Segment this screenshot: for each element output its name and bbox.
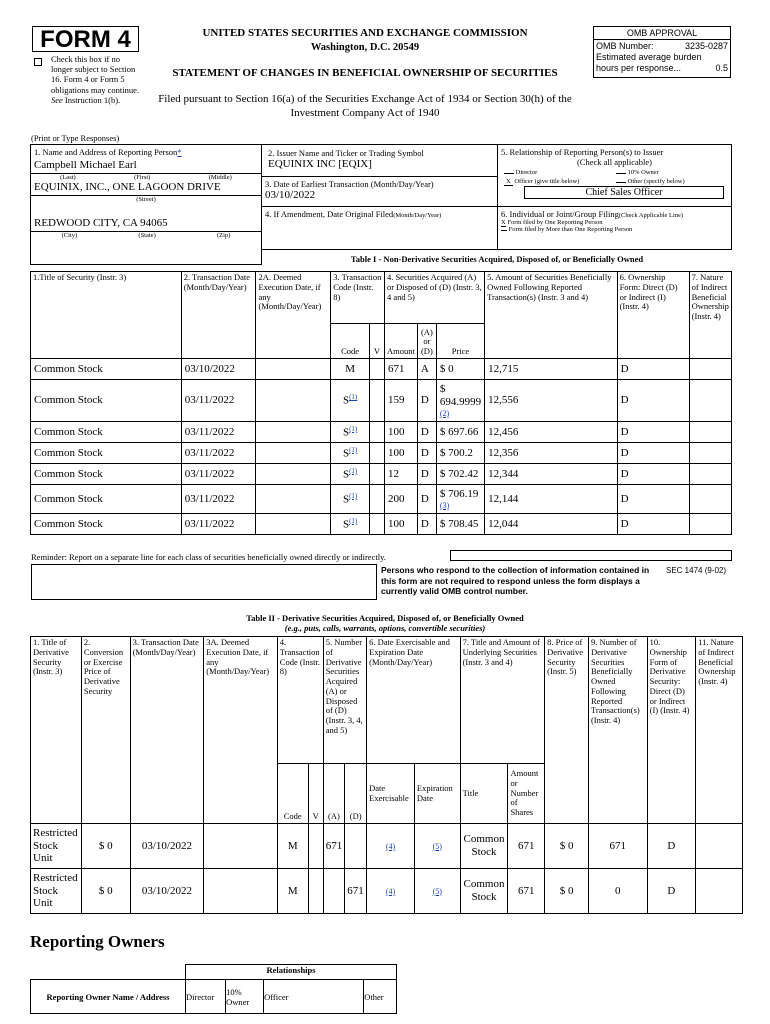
code-value: S xyxy=(342,426,350,439)
officer-title-box xyxy=(524,186,724,199)
zip-label: (Zip) xyxy=(216,232,231,239)
nature-ownership xyxy=(689,464,731,485)
date-exercisable[interactable] xyxy=(367,824,415,869)
print-type-note: (Print or Type Responses) xyxy=(31,133,120,143)
nature-ownership xyxy=(689,514,731,535)
deemed-date xyxy=(256,443,331,464)
price-value: $ 0 xyxy=(439,362,454,375)
transaction-date: 03/11/2022 xyxy=(181,422,256,443)
footnote-link[interactable]: (1) xyxy=(349,466,358,475)
reporting-owners-table xyxy=(30,964,397,1014)
t1-sub-price: Price xyxy=(436,324,484,359)
statement-title: STATEMENT OF CHANGES IN BENEFICIAL OWNERSHIP OF SECURITIES xyxy=(172,67,558,79)
t2-header-number: 5. Number of Derivative Securities Acquired (A) or Disposed of (D) (Instr. 3, 4, and 5) xyxy=(323,637,366,764)
t2-header-title: 1. Title of Derivative Security (Instr. 3) xyxy=(31,637,82,824)
more-person-option[interactable]: Form filed by More than One Reporting Person xyxy=(508,226,633,233)
acquired-disposed: D xyxy=(417,443,436,464)
t1-header-date: 2. Transaction Date (Month/Day/Year) xyxy=(181,272,256,359)
reporter-name: Campbell Michael Earl xyxy=(34,159,137,171)
v-flag xyxy=(308,869,323,914)
security-title: Common Stock xyxy=(31,380,182,422)
price xyxy=(436,359,484,380)
issuer-label: 2. Issuer Name and Ticker or Trading Symbol xyxy=(268,148,424,158)
other-header: Other xyxy=(364,980,397,1014)
t2-sub-exp: Expiration Date xyxy=(414,764,460,824)
issuer-value: EQUINIX INC [EQIX] xyxy=(268,158,372,170)
underlying-title: Common Stock xyxy=(460,824,508,869)
nature-ownership xyxy=(696,869,743,914)
relationship-sub: (Check all applicable) xyxy=(576,157,653,167)
owned-following: 12,356 xyxy=(485,443,617,464)
price xyxy=(436,443,484,464)
security-title: Common Stock xyxy=(31,464,182,485)
price-footnote-link[interactable]: (3) xyxy=(439,500,450,510)
transaction-code xyxy=(331,380,370,422)
t1-header-acquired: 4. Securities Acquired (A) or Disposed of (D) (Instr. 3, 4 and 5) xyxy=(384,272,484,324)
code-value: S xyxy=(342,447,350,460)
ownership-form: D xyxy=(647,824,696,869)
director-header: Director xyxy=(186,980,226,1014)
table1-title: Table I - Non-Derivative Securities Acquired, Disposed of, or Beneficially Owned xyxy=(350,254,644,264)
v-flag xyxy=(370,359,385,380)
issuer-section xyxy=(262,144,498,250)
owned-following: 12,456 xyxy=(485,422,617,443)
acquired-count xyxy=(323,869,345,914)
conversion-price: $ 0 xyxy=(81,824,130,869)
no-longer-subject-checkbox[interactable] xyxy=(34,58,42,66)
nature-ownership xyxy=(689,443,731,464)
expiration-date-link[interactable]: (5) xyxy=(432,886,442,896)
transaction-code: M xyxy=(277,824,308,869)
omb-hours-label: hours per response... xyxy=(596,63,682,73)
date-exercisable[interactable] xyxy=(367,869,415,914)
footnote-link[interactable]: (1) xyxy=(349,491,358,500)
security-title: Common Stock xyxy=(31,514,182,535)
reminder-text: Reminder: Report on a separate line for each class of securities beneficially owned directly or indirectly. xyxy=(31,552,386,562)
transaction-code xyxy=(331,422,370,443)
ten-pct-option[interactable]: 10% Owner xyxy=(627,169,659,176)
t1-header-code: 3. Transaction Code (Instr. 8) xyxy=(331,272,385,324)
disposed-count: 671 xyxy=(345,869,367,914)
acquired-disposed: D xyxy=(417,464,436,485)
price-value: $ 694.9999 xyxy=(439,383,482,408)
first-label: (First) xyxy=(134,174,151,181)
form-title: FORM 4 xyxy=(40,26,131,53)
code-value: S xyxy=(342,395,350,407)
ownership-form: D xyxy=(617,464,689,485)
acquired-count: 671 xyxy=(323,824,345,869)
expiration-date[interactable] xyxy=(414,824,460,869)
t2-header-underlying: 7. Title and Amount of Underlying Securities (Instr. 3 and 4) xyxy=(460,637,545,764)
t1-sub-v: V xyxy=(370,324,385,359)
owned-following: 671 xyxy=(588,824,647,869)
expiration-date[interactable] xyxy=(414,869,460,914)
amount: 159 xyxy=(384,380,417,422)
deemed-date xyxy=(256,359,331,380)
v-flag xyxy=(370,464,385,485)
ownership-form: D xyxy=(617,359,689,380)
t1-sub-code: Code xyxy=(331,324,370,359)
table2-title: Table II - Derivative Securities Acquired, Disposed of, or Beneficially Owned (e.g., puts, calls, warrants, options, convertible securities) xyxy=(246,613,524,634)
table-row xyxy=(31,464,732,485)
transaction-date: 03/10/2022 xyxy=(181,359,256,380)
ownership-form: D xyxy=(617,485,689,514)
state-label: (State) xyxy=(138,232,156,239)
ownership-form: D xyxy=(647,869,696,914)
agency-heading xyxy=(150,27,580,53)
transaction-code xyxy=(331,443,370,464)
price-footnote-link[interactable]: (2) xyxy=(439,408,450,418)
t2-sub-date-ex: Date Exercisable xyxy=(367,764,415,824)
t2-header-owned: 9. Number of Derivative Securities Beneficially Owned Following Reported Transaction(s) (Instr. 4) xyxy=(588,637,647,824)
omb-number: 3235-0287 xyxy=(684,41,728,51)
t1-sub-ad: (A) or (D) xyxy=(417,324,436,359)
price-value: $ 708.45 xyxy=(439,517,479,530)
price xyxy=(436,464,484,485)
t2-header-code: 4. Transaction Code (Instr. 8) xyxy=(277,637,323,764)
code-value: S xyxy=(342,468,350,481)
table-row xyxy=(31,485,732,514)
deemed-date xyxy=(256,514,331,535)
price xyxy=(436,514,484,535)
owned-following: 12,144 xyxy=(485,485,617,514)
one-person-mark: X xyxy=(501,219,506,226)
table-row xyxy=(31,422,732,443)
table-row xyxy=(31,380,732,422)
relationship-label: 5. Relationship of Reporting Person(s) to Issuer xyxy=(501,147,664,157)
reminder-right-bar xyxy=(450,550,732,561)
amendment-sub: (Month/Day/Year) xyxy=(393,212,442,219)
officer-mark: X xyxy=(506,178,511,185)
derivative-price: $ 0 xyxy=(545,869,589,914)
officer-header: Officer xyxy=(264,980,364,1014)
omb-title: OMB APPROVAL xyxy=(594,27,730,40)
date-exercisable-link[interactable]: (4) xyxy=(385,886,396,896)
deemed-date xyxy=(256,464,331,485)
ownership-form: D xyxy=(617,514,689,535)
amount: 12 xyxy=(384,464,417,485)
transaction-date: 03/11/2022 xyxy=(181,443,256,464)
deemed-date xyxy=(204,869,278,914)
ownership-form: D xyxy=(617,422,689,443)
price-value: $ 697.66 xyxy=(439,425,479,438)
t2-header-price: 8. Price of Derivative Security (Instr. 5) xyxy=(545,637,589,824)
earliest-date-label: 3. Date of Earliest Transaction (Month/Day/Year) xyxy=(265,179,434,189)
acquired-disposed: D xyxy=(417,380,436,422)
t1-header-title: 1.Title of Security (Instr. 3) xyxy=(31,272,182,359)
amount: 100 xyxy=(384,443,417,464)
footnote-link[interactable]: (1) xyxy=(349,424,358,433)
transaction-code xyxy=(331,514,370,535)
transaction-date: 03/11/2022 xyxy=(181,464,256,485)
omb-hours: 0.5 xyxy=(715,63,728,73)
v-flag xyxy=(370,514,385,535)
t1-header-nature: 7. Nature of Indirect Beneficial Ownership (Instr. 4) xyxy=(689,272,731,359)
date-exercisable-link[interactable]: (4) xyxy=(385,841,396,851)
owned-following: 12,044 xyxy=(485,514,617,535)
filed-pursuant: Filed pursuant to Section 16(a) of the Securities Exchange Act of 1934 or Section 30(h) of the Investment Company Act of 1940 xyxy=(158,93,572,119)
amendment-label: 4. If Amendment, Date Original Filed xyxy=(265,209,394,219)
amount: 671 xyxy=(384,359,417,380)
table1-non-derivative xyxy=(30,271,732,535)
conversion-price: $ 0 xyxy=(81,869,130,914)
omb-approval-box xyxy=(593,26,731,78)
nature-ownership xyxy=(689,359,731,380)
price xyxy=(436,422,484,443)
deemed-date xyxy=(204,824,278,869)
t2-header-exercisable: 6. Date Exercisable and Expiration Date (Month/Day/Year) xyxy=(367,637,460,764)
v-flag xyxy=(370,443,385,464)
agency-name: UNITED STATES SECURITIES AND EXCHANGE COMMISSION xyxy=(202,27,528,39)
table-row xyxy=(31,824,743,869)
t2-header-deemed: 3A. Deemed Execution Date, if any (Month/Day/Year) xyxy=(204,637,278,824)
table-row xyxy=(31,869,743,914)
v-flag xyxy=(370,422,385,443)
footnote-link[interactable]: (1) xyxy=(349,516,358,525)
ownership-form: D xyxy=(617,380,689,422)
derivative-price: $ 0 xyxy=(545,824,589,869)
transaction-code xyxy=(331,485,370,514)
nature-ownership xyxy=(696,824,743,869)
agency-city: Washington, D.C. 20549 xyxy=(310,42,420,53)
filing-label: 6. Individual or Joint/Group Filing xyxy=(501,209,619,219)
security-title: Common Stock xyxy=(31,359,182,380)
code-value: M xyxy=(345,362,355,375)
owned-following: 0 xyxy=(588,869,647,914)
t1-header-form: 6. Ownership Form: Direct (D) or Indirect (I) (Instr. 4) xyxy=(617,272,689,359)
one-person-option[interactable]: Form filed by One Reporting Person xyxy=(507,219,603,226)
owned-following: 12,556 xyxy=(485,380,617,422)
transaction-date: 03/11/2022 xyxy=(181,514,256,535)
underlying-amount: 671 xyxy=(508,824,545,869)
acquired-disposed: D xyxy=(417,485,436,514)
officer-title: Chief Sales Officer xyxy=(585,187,663,198)
t1-header-owned: 5. Amount of Securities Beneficially Owned Following Reported Transaction(s) (Instr. 3 and 4) xyxy=(485,272,617,359)
amount: 100 xyxy=(384,422,417,443)
owned-following: 12,344 xyxy=(485,464,617,485)
nature-ownership xyxy=(689,485,731,514)
checkbox-instructions: Check this box if no longer subject to Section 16. Form 4 or Form 5 obligations may continue. See Instruction 1(b). xyxy=(51,54,140,105)
director-option[interactable]: Director xyxy=(515,169,538,176)
officer-option[interactable]: Officer (give title below) xyxy=(514,178,580,185)
reporter-city-line: REDWOOD CITY, CA 94065 xyxy=(34,217,168,229)
owner-name-header: Reporting Owner Name / Address xyxy=(31,980,186,1014)
earliest-date-value: 03/10/2022 xyxy=(265,189,316,201)
table-row xyxy=(31,359,732,380)
omb-burden-label: Estimated average burden xyxy=(596,52,702,62)
ownership-form: D xyxy=(617,443,689,464)
price xyxy=(436,485,484,514)
t1-sub-amount: Amount xyxy=(384,324,417,359)
footnote-link[interactable]: (1) xyxy=(349,445,358,454)
v-flag xyxy=(370,380,385,422)
acquired-disposed: D xyxy=(417,422,436,443)
security-title: Common Stock xyxy=(31,485,182,514)
relationships-header: Relationships xyxy=(186,965,397,980)
transaction-code: M xyxy=(277,869,308,914)
t2-header-conversion: 2. Conversion or Exercise Price of Derivative Security xyxy=(81,637,130,824)
table-row xyxy=(31,514,732,535)
deemed-date xyxy=(256,422,331,443)
underlying-title: Common Stock xyxy=(460,869,508,914)
v-flag xyxy=(370,485,385,514)
form-title-box xyxy=(32,26,139,52)
price xyxy=(436,380,484,422)
reporter-address: EQUINIX, INC., ONE LAGOON DRIVE xyxy=(34,181,221,193)
v-flag xyxy=(308,824,323,869)
price-value: $ 702.42 xyxy=(439,467,479,480)
derivative-title: Restricted Stock Unit xyxy=(31,824,82,869)
reporter-label: 1. Name and Address of Reporting Person xyxy=(34,147,178,157)
reminder-left-box xyxy=(31,564,377,600)
t2-sub-amount: Amount or Number of Shares xyxy=(508,764,545,824)
reporting-owners-heading: Reporting Owners xyxy=(30,932,165,951)
security-title: Common Stock xyxy=(31,422,182,443)
filing-sub: (Check Applicable Line) xyxy=(618,212,684,219)
table-row xyxy=(31,443,732,464)
acquired-disposed: A xyxy=(417,359,436,380)
city-label: (City) xyxy=(61,232,78,239)
derivative-title: Restricted Stock Unit xyxy=(31,869,82,914)
transaction-code xyxy=(331,359,370,380)
sec-form-number: SEC 1474 (9-02) xyxy=(666,566,727,575)
transaction-code xyxy=(331,464,370,485)
persons-notice: Persons who respond to the collection of information contained in this form are not required to respond unless the form displays a currently valid OMB control number. xyxy=(381,565,650,597)
nature-ownership xyxy=(689,380,731,422)
transaction-date: 03/11/2022 xyxy=(181,380,256,422)
security-title: Common Stock xyxy=(31,443,182,464)
deemed-date xyxy=(256,485,331,514)
relationship-section xyxy=(498,144,732,250)
nature-ownership xyxy=(689,422,731,443)
t2-sub-code: Code xyxy=(277,764,308,824)
amount: 200 xyxy=(384,485,417,514)
code-value: S xyxy=(342,518,350,531)
price-value: $ 706.19 xyxy=(439,488,479,501)
t2-sub-d: (D) xyxy=(345,764,367,824)
table2-derivative xyxy=(30,636,743,914)
amount: 100 xyxy=(384,514,417,535)
reporter-footnote-link[interactable]: * xyxy=(177,147,182,157)
code-value: S xyxy=(342,493,350,506)
t2-sub-title: Title xyxy=(460,764,508,824)
ten-pct-header: 10% Owner xyxy=(226,980,264,1014)
t1-header-deemed: 2A. Deemed Execution Date, if any (Month/Day/Year) xyxy=(256,272,331,359)
transaction-date: 03/10/2022 xyxy=(130,869,204,914)
t2-sub-a: (A) xyxy=(323,764,345,824)
street-label: (Street) xyxy=(136,196,156,203)
omb-number-label: OMB Number: xyxy=(596,41,654,51)
t2-header-date: 3. Transaction Date (Month/Day/Year) xyxy=(130,637,204,824)
footnote-link[interactable]: (1) xyxy=(349,393,358,402)
transaction-date: 03/11/2022 xyxy=(181,485,256,514)
t2-sub-v: V xyxy=(308,764,323,824)
other-option[interactable]: Other (specify below) xyxy=(627,178,685,185)
acquired-disposed: D xyxy=(417,514,436,535)
disposed-count xyxy=(345,824,367,869)
owned-following: 12,715 xyxy=(485,359,617,380)
underlying-amount: 671 xyxy=(508,869,545,914)
deemed-date xyxy=(256,380,331,422)
transaction-date: 03/10/2022 xyxy=(130,824,204,869)
reporter-section xyxy=(30,144,262,265)
last-label: (Last) xyxy=(60,174,76,181)
middle-label: (Middle) xyxy=(208,174,232,181)
expiration-date-link[interactable]: (5) xyxy=(432,841,442,851)
price-value: $ 700.2 xyxy=(439,446,473,459)
t2-header-form: 10. Ownership Form of Derivative Security: Direct (D) or Indirect (I) (Instr. 4) xyxy=(647,637,696,824)
t2-header-nature: 11. Nature of Indirect Beneficial Ownership (Instr. 4) xyxy=(696,637,743,824)
